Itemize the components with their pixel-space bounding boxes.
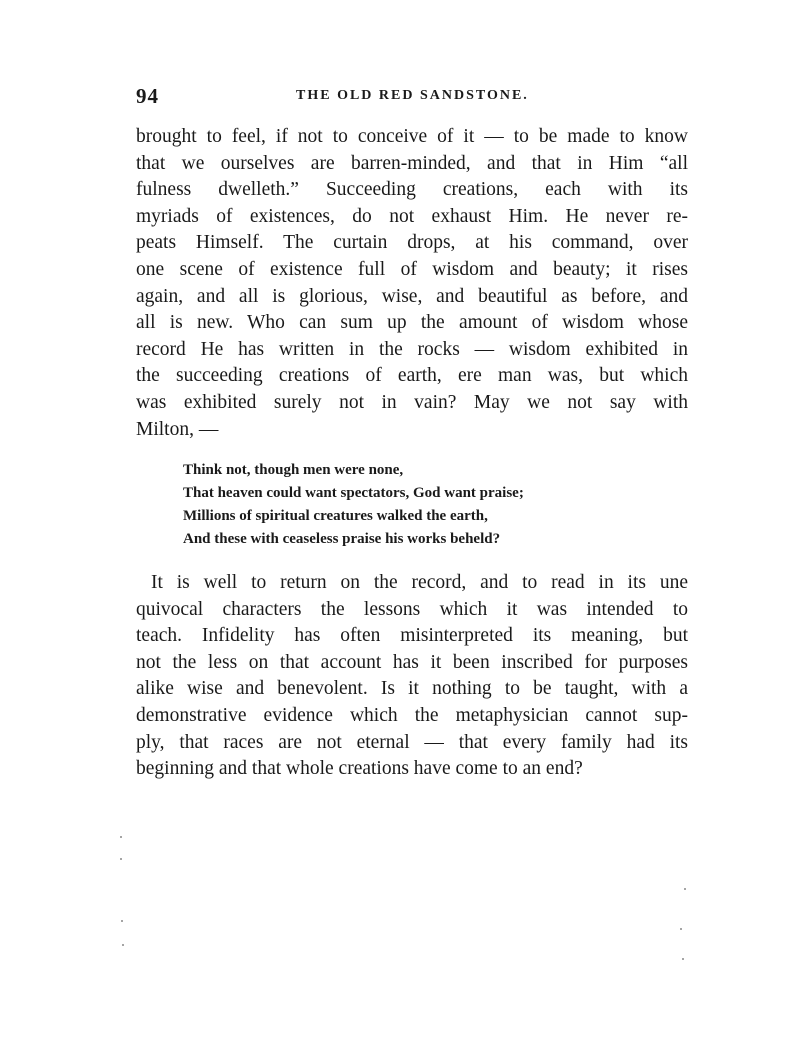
scan-speck	[120, 836, 122, 838]
text-line: was exhibited surely not in vain? May we not say with	[136, 391, 688, 413]
text-line: It is well to return on the record, and to read in its une	[151, 572, 688, 593]
verse-quotation	[183, 459, 524, 551]
scan-speck	[121, 920, 123, 922]
page-number: 94	[136, 84, 159, 108]
text-line: Milton, —	[136, 418, 219, 440]
paragraph-2	[136, 570, 688, 783]
running-head: THE OLD RED SANDSTONE.	[296, 88, 529, 103]
text-line: not the less on that account has it been inscribed for purposes	[136, 651, 688, 673]
verse-line: And these with ceaseless praise his works beheld?	[183, 531, 501, 547]
text-line: beginning and that whole creations have come to an end?	[136, 758, 583, 780]
text-line: record He has written in the rocks — wisdom exhibited in	[136, 338, 688, 360]
text-line: brought to feel, if not to conceive of it — to be made to know	[136, 126, 688, 147]
text-line: myriads of existences, do not exhaust Him. He never re-	[136, 205, 688, 227]
text-line: peats Himself. The curtain drops, at his command, over	[136, 232, 688, 254]
scan-speck	[680, 928, 682, 930]
scan-speck	[120, 858, 122, 860]
text-line: all is new. Who can sum up the amount of wisdom whose	[136, 312, 688, 334]
verse-line: That heaven could want spectators, God want praise;	[183, 485, 524, 501]
scan-speck	[682, 958, 684, 960]
text-line: demonstrative evidence which the metaphysician cannot sup-	[136, 704, 688, 726]
verse-line: Millions of spiritual creatures walked the earth,	[183, 508, 488, 524]
text-line: one scene of existence full of wisdom and beauty; it rises	[136, 258, 688, 280]
scan-speck	[684, 888, 686, 890]
text-line: alike wise and benevolent. Is it nothing to be taught, with a	[136, 678, 688, 700]
text-line: teach. Infidelity has often misinterpreted its meaning, but	[136, 625, 688, 647]
text-line: that we ourselves are barren-minded, and that in Him “all	[136, 152, 688, 174]
scan-speck	[122, 944, 124, 946]
text-line: fulness dwelleth.” Succeeding creations, each with its	[136, 179, 688, 201]
text-line: again, and all is glorious, wise, and beautiful as before, and	[136, 285, 688, 307]
text-line: the succeeding creations of earth, ere man was, but which	[136, 365, 688, 387]
text-line: quivocal characters the lessons which it was intended to	[136, 598, 688, 620]
verse-line: Think not, though men were none,	[183, 462, 404, 478]
page-header	[136, 84, 688, 108]
paragraph-1	[136, 124, 688, 443]
text-line: ply, that races are not eternal — that every family had its	[136, 731, 688, 753]
